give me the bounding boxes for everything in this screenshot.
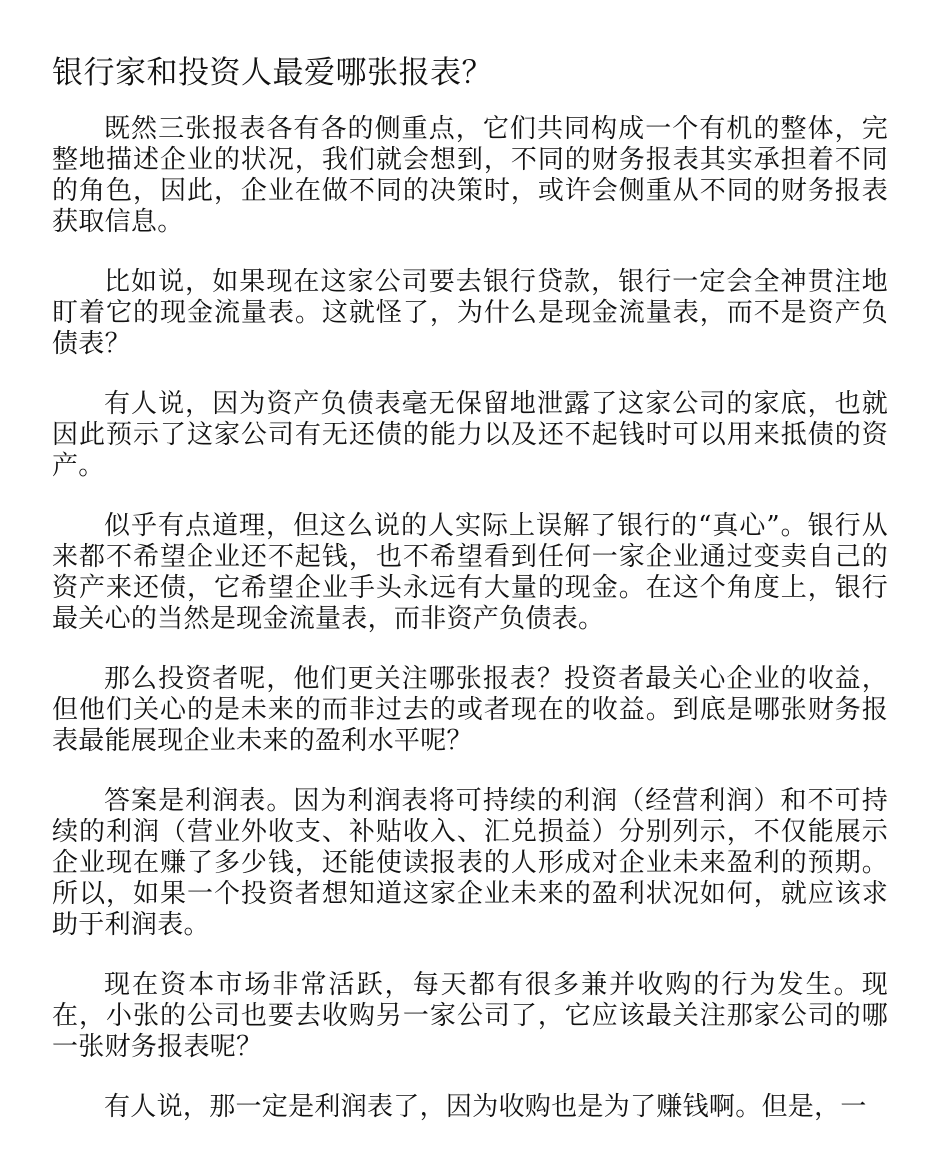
document-page (52, 48, 888, 1152)
paragraph-3: 有人说，因为资产负债表毫无保留地泄露了这家公司的家底，也就因此预示了这家公司有无还债的能力以及还不起钱时可以用来抵债的资产。 (52, 389, 888, 481)
paragraph-7: 现在资本市场非常活跃，每天都有很多兼并收购的行为发生。现在，小张的公司也要去收购另一家公司了，它应该最关注那家公司的哪一张财务报表呢？ (52, 970, 888, 1062)
paragraph-5: 那么投资者呢，他们更关注哪张报表？投资者最关心企业的收益，但他们关心的是未来的而非过去的或者现在的收益。到底是哪张财务报表最能展现企业未来的盈利水平呢？ (52, 664, 888, 756)
paragraph-4: 似乎有点道理，但这么说的人实际上误解了银行的“真心”。银行从来都不希望企业还不起钱，也不希望看到任何一家企业通过变卖自己的资产来还债，它希望企业手头永远有大量的现金。在这个角度上，银行最关心的当然是现金流量表，而非资产负债表。 (52, 511, 888, 634)
paragraph-1: 既然三张报表各有各的侧重点，它们共同构成一个有机的整体，完整地描述企业的状况，我们就会想到，不同的财务报表其实承担着不同的角色，因此，企业在做不同的决策时，或许会侧重从不同的财务报表获取信息。 (52, 114, 888, 237)
paragraph-2: 比如说，如果现在这家公司要去银行贷款，银行一定会全神贯注地盯着它的现金流量表。这就怪了，为什么是现金流量表，而不是资产负债表？ (52, 267, 888, 359)
document-title: 银行家和投资人最爱哪张报表？ (52, 55, 493, 91)
paragraph-8: 有人说，那一定是利润表了，因为收购也是为了赚钱啊。但是，一 (104, 1092, 867, 1122)
paragraph-6: 答案是利润表。因为利润表将可持续的利润（经营利润）和不可持续的利润（营业外收支、补贴收入、汇兑损益）分别列示，不仅能展示企业现在赚了多少钱，还能使读报表的人形成对企业未来盈利的预期。所以，如果一个投资者想知道这家企业未来的盈利状况如何，就应该求助于利润表。 (52, 786, 888, 940)
